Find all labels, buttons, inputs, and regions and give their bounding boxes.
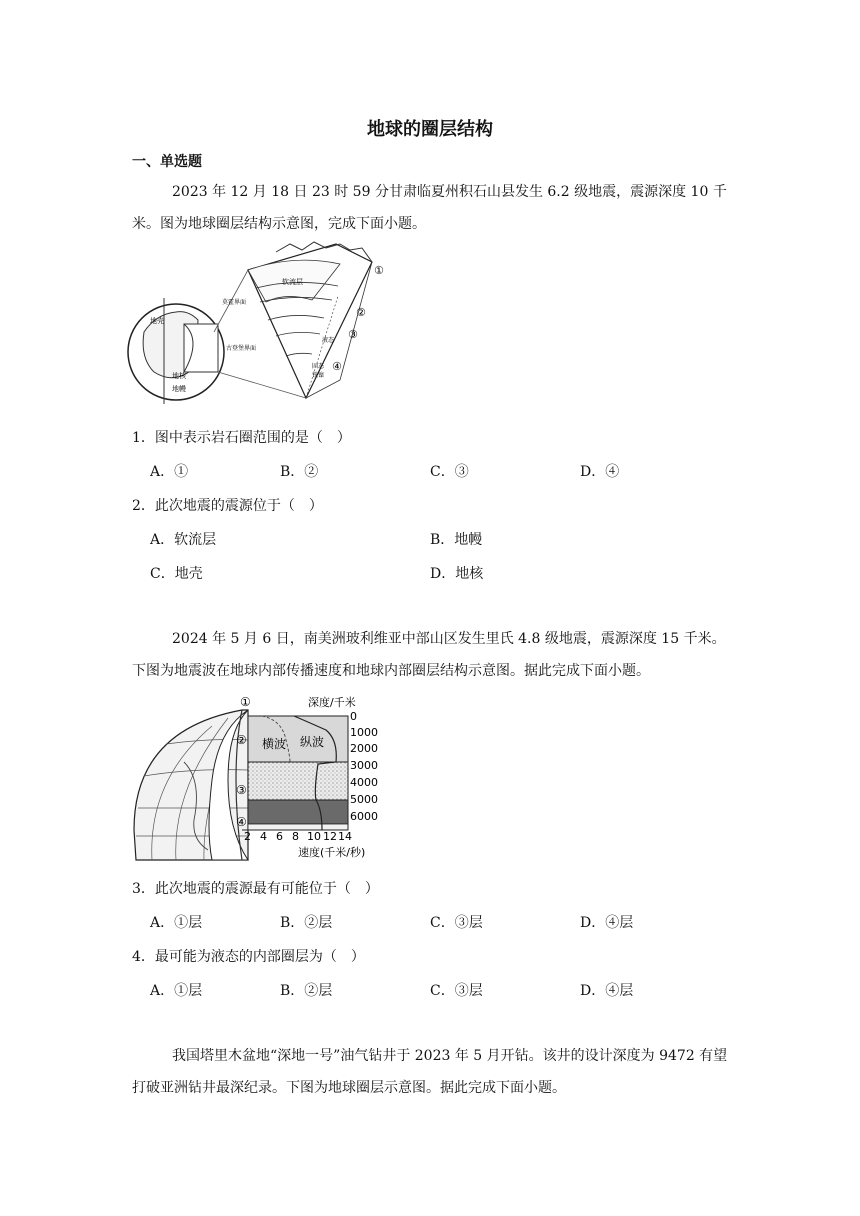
fig2-marker-1: ①	[240, 695, 251, 709]
fig1-label-crust: 地壳	[150, 317, 164, 325]
earth-layers-figure	[126, 240, 396, 420]
page-title: 地球的圈层结构	[367, 119, 493, 140]
question-4-option-c[interactable]: C．③层	[430, 983, 483, 999]
fig2-x-tick-12: 12	[323, 830, 337, 843]
question-2-stem: 2．此次地震的震源位于（ ）	[132, 498, 323, 514]
seismic-wave-figure	[132, 690, 402, 862]
fig2-y-tick-3000: 3000	[350, 759, 378, 772]
fig1-label-solid: 固态	[312, 363, 325, 370]
fig2-y-axis-title: 深度/千米	[308, 696, 356, 709]
fig1-label-core: 地核	[172, 372, 186, 380]
fig2-y-tick-6000: 6000	[350, 810, 378, 823]
question-3-option-c[interactable]: C．③层	[430, 915, 483, 931]
fig2-y-tick-0: 0	[350, 710, 357, 723]
fig2-label-longitudinal: 纵波	[300, 735, 325, 749]
fig2-y-tick-2000: 2000	[350, 742, 378, 755]
question-2-option-d[interactable]: D．地核	[430, 566, 484, 582]
fig1-marker-1: ①	[374, 264, 384, 277]
question-4-option-b[interactable]: B．②层	[280, 983, 333, 999]
fig1-marker-4: ④	[332, 360, 342, 373]
intro-paragraph-1: 2023 年 12 月 18 日 23 时 59 分甘肃临夏州积石山县发生 6.2 级地震，震源深度 10 千米。图为地球圈层结构示意图，完成下面小题。	[132, 184, 727, 232]
question-1-option-c[interactable]: C．③	[430, 464, 469, 480]
fig2-x-tick-14: 14	[338, 830, 352, 843]
fig2-y-tick-5000: 5000	[350, 793, 378, 806]
question-4-stem: 4．最可能为液态的内部圈层为（ ）	[132, 949, 365, 965]
fig2-x-tick-6: 6	[276, 830, 283, 843]
fig2-x-tick-8: 8	[292, 830, 299, 843]
fig2-x-axis-title: 速度(千米/秒)	[298, 846, 366, 859]
fig1-label-mantle: 地幔	[172, 385, 186, 393]
fig1-label-gutenberg: 古登堡界面	[226, 345, 257, 352]
fig2-x-tick-4: 4	[260, 830, 267, 843]
fig1-label-asthenosphere: 软流层	[282, 278, 303, 286]
fig1-label-moho: 莫霍界面	[222, 299, 247, 306]
fig2-marker-4: ④	[236, 815, 247, 829]
fig2-label-transverse: 横波	[262, 737, 287, 751]
globe-cutout	[184, 324, 218, 372]
question-2-option-b[interactable]: B．地幔	[430, 532, 483, 548]
fig1-marker-3: ③	[348, 328, 358, 341]
fig2-marker-2: ②	[236, 733, 247, 747]
fig2-layer-inner-core	[248, 800, 348, 824]
fig2-x-tick-2: 2	[244, 830, 251, 843]
fig1-marker-2: ②	[356, 306, 366, 319]
fig2-x-tick-10: 10	[307, 830, 321, 843]
intro-paragraph-3: 我国塔里木盆地“深地一号”油气钻井于 2023 年 5 月开钻。该井的设计深度为 9472 有望打破亚洲钻井最深纪录。下图为地球圈层示意图。据此完成下面小题。	[132, 1048, 728, 1096]
fig1-label-iron-nickel: 铁镍	[312, 372, 325, 379]
question-3-option-b[interactable]: B．②层	[280, 915, 333, 931]
question-1-option-a[interactable]: A．①	[150, 464, 189, 480]
question-4-option-d[interactable]: D．④层	[580, 983, 634, 999]
fig2-layer-outer-core	[248, 762, 348, 800]
section-heading: 一、单选题	[132, 154, 202, 170]
question-2-option-a[interactable]: A．软流层	[150, 532, 217, 548]
question-4-option-a[interactable]: A．①层	[150, 983, 203, 999]
fig2-y-tick-1000: 1000	[350, 726, 378, 739]
fig2-marker-3: ③	[236, 783, 247, 797]
question-1-stem: 1．图中表示岩石圈范围的是（ ）	[132, 430, 351, 446]
question-3-stem: 3．此次地震的震源最有可能位于（ ）	[132, 881, 379, 897]
question-3-option-d[interactable]: D．④层	[580, 915, 634, 931]
question-1-option-b[interactable]: B．②	[280, 464, 319, 480]
fig2-y-tick-4000: 4000	[350, 776, 378, 789]
fig1-label-liquid: 液态	[322, 337, 335, 344]
question-2-option-c[interactable]: C．地壳	[150, 566, 203, 582]
intro-paragraph-2: 2024 年 5 月 6 日，南美洲玻利维亚中部山区发生里氏 4.8 级地震，震源深度 15 千米。下图为地震波在地球内部传播速度和地球内部圈层结构示意图。据此完成下面小题。	[132, 631, 726, 679]
question-1-option-d[interactable]: D．④	[580, 464, 620, 480]
question-3-option-a[interactable]: A．①层	[150, 915, 203, 931]
